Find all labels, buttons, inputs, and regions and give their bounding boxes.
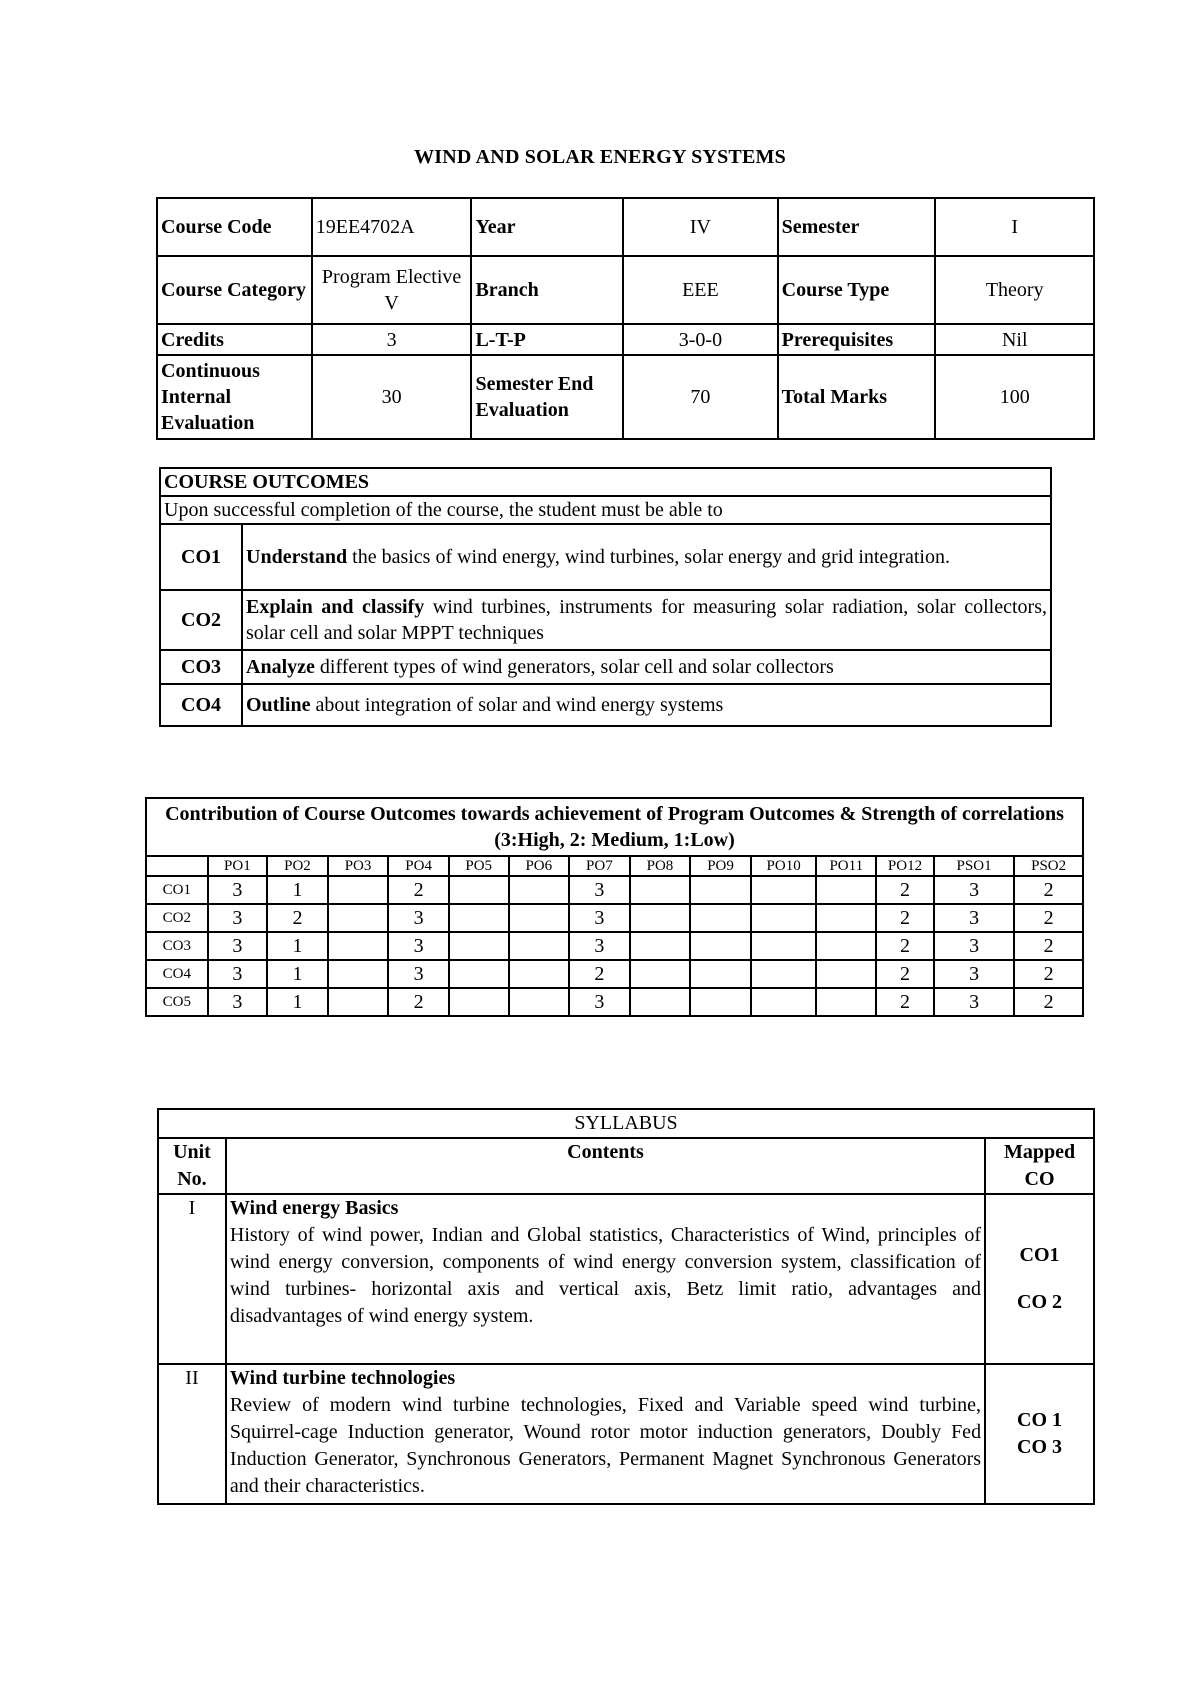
mapping-row [146, 988, 1083, 1016]
mapping-cell [630, 876, 691, 904]
mapping-cell: 3 [569, 932, 630, 960]
outcome-text [242, 650, 1051, 684]
po-column-header: PO6 [509, 856, 570, 876]
outcome-description: about integration of solar and wind energy systems [310, 694, 724, 716]
mapping-row [146, 904, 1083, 932]
outcome-verb: Analyze [246, 656, 315, 678]
credits-label: Credits [157, 324, 312, 355]
unit-no-header: Unit No. [158, 1138, 226, 1194]
mapping-cell: 3 [934, 932, 1014, 960]
mapping-row-label: CO5 [146, 988, 208, 1016]
course-outcomes-table [159, 467, 1052, 727]
unit-title: Wind turbine technologies [229, 1367, 456, 1389]
mapping-cell [816, 904, 876, 932]
year-value: IV [623, 198, 777, 256]
mapping-cell [328, 988, 389, 1016]
po-column-header: PO12 [876, 856, 934, 876]
credits-value: 3 [312, 324, 472, 355]
cie-label: Continuous Internal Evaluation [157, 355, 312, 439]
mapping-cell [328, 876, 389, 904]
mapping-cell: 2 [267, 904, 328, 932]
course-code-label: Course Code [157, 198, 312, 256]
outcome-code: CO4 [160, 684, 242, 726]
prerequisites-value: Nil [935, 324, 1094, 355]
po-column-header: PSO2 [1014, 856, 1083, 876]
mapping-cell: 3 [569, 876, 630, 904]
po-column-header: PO2 [267, 856, 328, 876]
mapping-cell [449, 904, 509, 932]
course-type-label: Course Type [778, 256, 936, 324]
po-column-header: PSO1 [934, 856, 1014, 876]
unit-number: I [158, 1194, 226, 1364]
syllabus-heading: SYLLABUS [158, 1109, 1094, 1138]
outcome-description: the basics of wind energy, wind turbines, solar energy and grid integration. [347, 546, 950, 568]
unit-mapped-co [985, 1364, 1094, 1504]
outcome-code: CO3 [160, 650, 242, 684]
mapping-cell [690, 876, 751, 904]
mapped-co-item: CO 3 [1017, 1436, 1063, 1458]
mapping-heading: Contribution of Course Outcomes towards achievement of Program Outcomes & Strength of correlations (3:High, 2: Medium, 1:Low) [146, 798, 1083, 856]
mapping-cell: 2 [1014, 904, 1083, 932]
po-column-header: PO7 [569, 856, 630, 876]
po-column-header: PO4 [388, 856, 449, 876]
mapping-cell [630, 904, 691, 932]
po-column-header: PO1 [208, 856, 268, 876]
course-code-value: 19EE4702A [312, 198, 472, 256]
see-value: 70 [623, 355, 777, 439]
mapping-cell: 3 [208, 988, 268, 1016]
mapping-cell: 1 [267, 932, 328, 960]
outcome-code: CO2 [160, 590, 242, 650]
mapping-cell [816, 876, 876, 904]
course-info-table [156, 197, 1095, 440]
mapping-cell [328, 960, 389, 988]
mapping-cell [816, 960, 876, 988]
outcome-description: wind turbines, instruments for measuring solar radiation, solar collectors, solar cell and solar MPPT techniques [246, 596, 1047, 644]
course-type-value: Theory [935, 256, 1094, 324]
outcome-description: different types of wind generators, solar cell and solar collectors [314, 656, 834, 678]
mapping-row [146, 876, 1083, 904]
contents-header: Contents [226, 1138, 985, 1194]
mapping-cell: 2 [876, 988, 934, 1016]
po-column-header: PO5 [449, 856, 509, 876]
unit-contents [226, 1194, 985, 1364]
mapping-row-label: CO2 [146, 904, 208, 932]
mapping-cell: 1 [267, 988, 328, 1016]
mapping-cell: 3 [934, 876, 1014, 904]
mapping-cell [630, 932, 691, 960]
mapping-cell [509, 960, 570, 988]
mapping-cell: 2 [876, 932, 934, 960]
mapping-cell [751, 932, 817, 960]
mapping-cell: 3 [934, 960, 1014, 988]
mapping-cell: 3 [569, 904, 630, 932]
co-po-mapping-table [145, 797, 1084, 1017]
category-label: Course Category [157, 256, 312, 324]
outcome-verb: Explain and classify [246, 596, 425, 618]
category-value: Program Elective V [312, 256, 472, 324]
po-column-header: PO8 [630, 856, 691, 876]
mapping-cell: 3 [208, 960, 268, 988]
mapping-cell: 3 [208, 904, 268, 932]
outcome-text [242, 684, 1051, 726]
see-label: Semester End Evaluation [471, 355, 623, 439]
unit-body: History of wind power, Indian and Global statistics, Characteristics of Wind, principles of wind energy conversion, components of wind energy conversion system, classification of wind turbines- horizontal axis and vertical axis, Betz limit ratio, advantages and disadvantages of wind energy system. [229, 1224, 982, 1327]
mapping-cell [509, 904, 570, 932]
mapping-row-label: CO4 [146, 960, 208, 988]
branch-value: EEE [623, 256, 777, 324]
mapping-cell: 2 [876, 904, 934, 932]
mapping-cell: 2 [1014, 988, 1083, 1016]
mapping-cell [449, 988, 509, 1016]
total-marks-value: 100 [935, 355, 1094, 439]
outcome-verb: Understand [246, 546, 348, 568]
document-title: WIND AND SOLAR ENERGY SYSTEMS [414, 146, 786, 168]
unit-number: II [158, 1364, 226, 1504]
mapping-row [146, 960, 1083, 988]
ltp-value: 3-0-0 [623, 324, 777, 355]
mapping-row [146, 932, 1083, 960]
mapping-cell: 2 [388, 988, 449, 1016]
po-column-header: PO11 [816, 856, 876, 876]
po-column-header: PO9 [690, 856, 751, 876]
prerequisites-label: Prerequisites [778, 324, 936, 355]
mapping-cell [690, 988, 751, 1016]
mapping-cell [816, 988, 876, 1016]
mapping-cell [630, 960, 691, 988]
mapping-cell: 3 [388, 904, 449, 932]
mapping-cell [751, 960, 817, 988]
mapping-cell [690, 904, 751, 932]
outcome-text [242, 590, 1051, 650]
year-label: Year [471, 198, 623, 256]
outcome-verb: Outline [246, 694, 311, 716]
outcomes-intro: Upon successful completion of the course, the student must be able to [160, 496, 1051, 524]
mapping-cell: 3 [388, 960, 449, 988]
outcome-text [242, 524, 1051, 590]
mapping-row-label: CO1 [146, 876, 208, 904]
mapping-cell: 2 [1014, 876, 1083, 904]
mapping-cell [816, 932, 876, 960]
mapping-cell [509, 932, 570, 960]
unit-title: Wind energy Basics [229, 1197, 399, 1219]
mapping-cell: 2 [569, 960, 630, 988]
mapping-cell [449, 876, 509, 904]
mapped-co-header: Mapped CO [985, 1138, 1094, 1194]
unit-body: Review of modern wind turbine technologies, Fixed and Variable speed wind turbine, Squirrel-cage Induction generator, Wound rotor motor induction generators, Doubly Fed Induction Generator, Synchronous Generators, Permanent Magnet Synchronous Generators and their characteristics. [229, 1394, 982, 1497]
mapping-cell [751, 904, 817, 932]
mapping-cell: 2 [388, 876, 449, 904]
mapping-cell: 2 [1014, 932, 1083, 960]
mapping-cell [751, 876, 817, 904]
mapped-co-item: CO 1 [1017, 1409, 1063, 1431]
mapping-cell: 1 [267, 876, 328, 904]
semester-label: Semester [778, 198, 936, 256]
po-column-header: PO3 [328, 856, 389, 876]
mapping-cell: 3 [934, 904, 1014, 932]
mapping-cell: 2 [876, 960, 934, 988]
unit-mapped-co [985, 1194, 1094, 1364]
mapping-cell: 3 [569, 988, 630, 1016]
total-marks-label: Total Marks [778, 355, 936, 439]
syllabus-table [157, 1108, 1095, 1505]
mapping-cell [449, 960, 509, 988]
cie-value: 30 [312, 355, 472, 439]
mapping-cell [328, 932, 389, 960]
mapped-co-item: CO 2 [1017, 1291, 1063, 1313]
po-column-header: PO10 [751, 856, 817, 876]
mapping-cell: 3 [208, 932, 268, 960]
unit-contents [226, 1364, 985, 1504]
outcomes-heading: COURSE OUTCOMES [160, 468, 1051, 496]
mapped-co-item: CO1 [1019, 1244, 1060, 1266]
mapping-cell [509, 988, 570, 1016]
branch-label: Branch [471, 256, 623, 324]
mapping-cell: 1 [267, 960, 328, 988]
mapping-corner-cell [146, 856, 208, 876]
mapping-cell [690, 960, 751, 988]
semester-value: I [935, 198, 1094, 256]
mapping-cell: 2 [1014, 960, 1083, 988]
mapping-cell [751, 988, 817, 1016]
mapping-cell: 3 [208, 876, 268, 904]
mapping-cell: 3 [388, 932, 449, 960]
mapping-cell [630, 988, 691, 1016]
mapping-cell [328, 904, 389, 932]
outcome-code: CO1 [160, 524, 242, 590]
ltp-label: L-T-P [471, 324, 623, 355]
mapping-cell: 2 [876, 876, 934, 904]
mapping-row-label: CO3 [146, 932, 208, 960]
mapping-cell: 3 [934, 988, 1014, 1016]
mapping-cell [509, 876, 570, 904]
mapping-cell [449, 932, 509, 960]
mapping-cell [690, 932, 751, 960]
